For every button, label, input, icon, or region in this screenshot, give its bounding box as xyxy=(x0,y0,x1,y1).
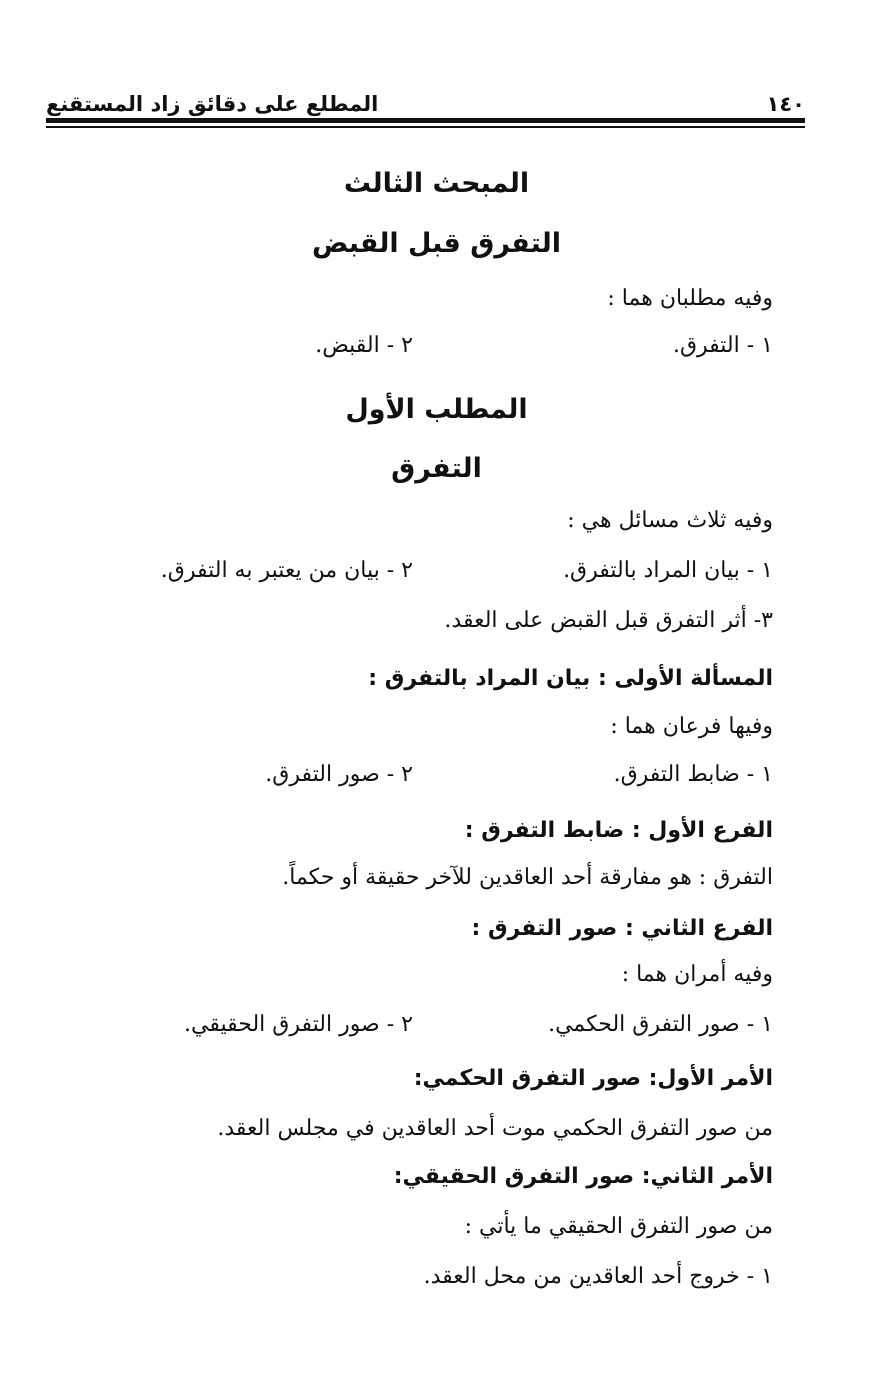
issue1-heading: المسألة الأولى : بيان المراد بالتفرق : xyxy=(368,666,773,691)
running-header xyxy=(46,82,805,116)
branch2-intro: وفيه أمران هما : xyxy=(621,962,773,987)
section-intro: وفيه مطلبان هما : xyxy=(607,286,773,311)
header-rule-thin xyxy=(46,126,805,128)
branch2-item-1: ١ - صور التفرق الحكمي. xyxy=(548,1012,773,1037)
subsection-item-2: ٢ - بيان من يعتبر به التفرق. xyxy=(160,558,413,583)
header-rule-thick xyxy=(46,118,805,123)
branch1-text: التفرق : هو مفارقة أحد العاقدين للآخر حقيقة أو حكماً. xyxy=(282,865,773,890)
subsection-title: التفرق xyxy=(391,453,482,484)
book-title: المطلع على دقائق زاد المستقنع xyxy=(46,92,379,116)
page-number: ١٤٠ xyxy=(766,92,805,116)
subsection-item-3: ٣- أثر التفرق قبل القبض على العقد. xyxy=(444,608,773,633)
section-item-1: ١ - التفرق. xyxy=(672,333,773,358)
section-heading: المبحث الثالث xyxy=(343,168,530,199)
branch1-heading: الفرع الأول : ضابط التفرق : xyxy=(464,818,773,843)
section-title: التفرق قبل القبض xyxy=(311,228,562,259)
subsection-heading: المطلب الأول xyxy=(345,394,528,425)
matter2-item-1: ١ - خروج أحد العاقدين من محل العقد. xyxy=(423,1264,773,1289)
matter2-heading: الأمر الثاني: صور التفرق الحقيقي: xyxy=(393,1164,773,1189)
section-item-2: ٢ - القبض. xyxy=(315,333,413,358)
issue1-intro: وفيها فرعان هما : xyxy=(610,714,773,739)
matter2-intro: من صور التفرق الحقيقي ما يأتي : xyxy=(464,1214,773,1239)
issue1-item-1: ١ - ضابط التفرق. xyxy=(613,762,773,787)
branch2-heading: الفرع الثاني : صور التفرق : xyxy=(471,916,773,941)
matter1-text: من صور التفرق الحكمي موت أحد العاقدين في مجلس العقد. xyxy=(217,1116,773,1141)
subsection-intro: وفيه ثلاث مسائل هي : xyxy=(567,508,773,533)
issue1-item-2: ٢ - صور التفرق. xyxy=(265,762,413,787)
subsection-item-1: ١ - بيان المراد بالتفرق. xyxy=(563,558,773,583)
branch2-item-2: ٢ - صور التفرق الحقيقي. xyxy=(184,1012,413,1037)
matter1-heading: الأمر الأول: صور التفرق الحكمي: xyxy=(413,1066,773,1091)
